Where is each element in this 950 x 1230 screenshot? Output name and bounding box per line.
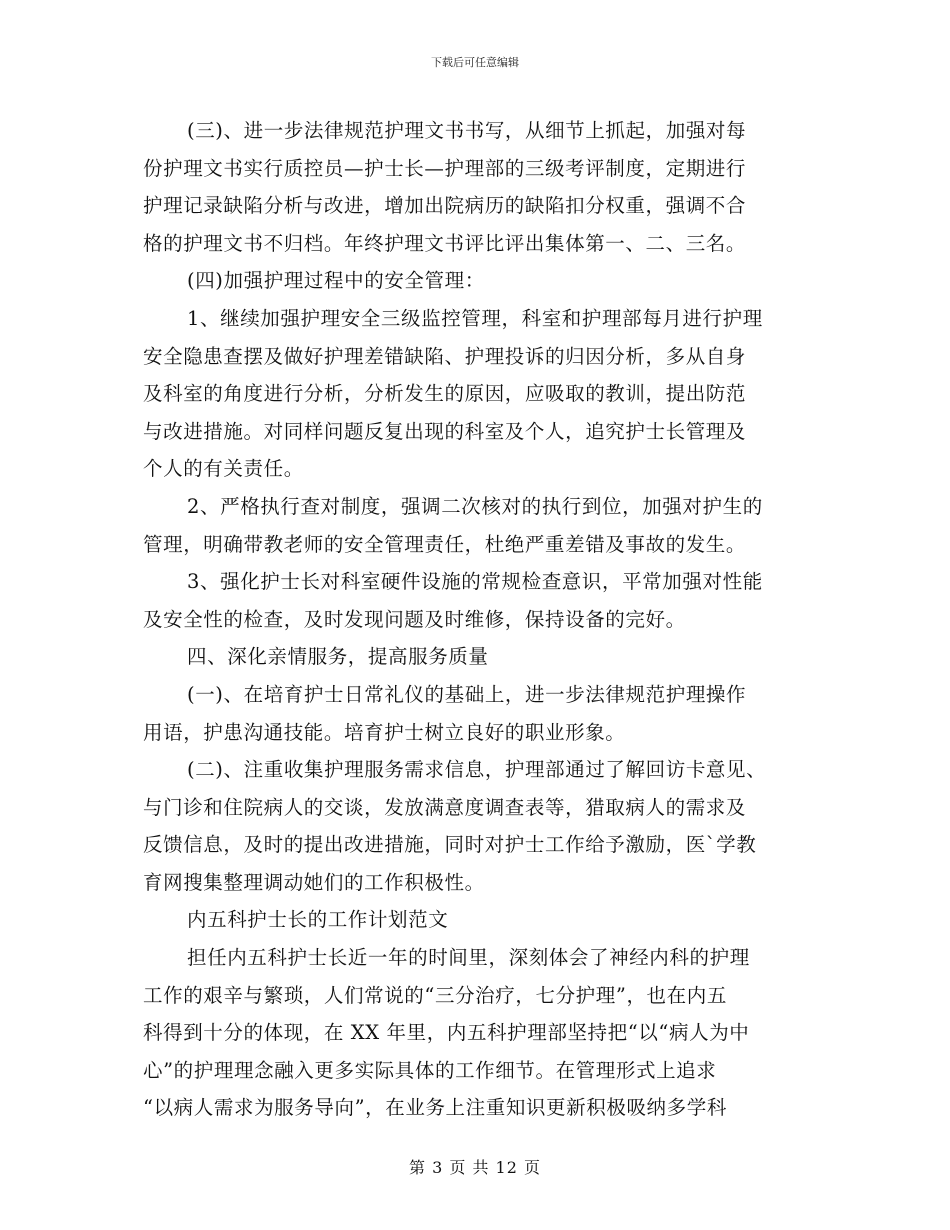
- section-title: 内五科护士长的工作计划范文: [187, 908, 449, 932]
- text-line: (二)、注重收集护理服务需求信息，护理部通过了解回访卡意见、: [187, 758, 767, 782]
- text-line: 护理记录缺陷分析与改进，增加出院病历的缺陷扣分权重，强调不合: [143, 194, 747, 218]
- text-line: 用语，护患沟通技能。培育护士树立良好的职业形象。: [143, 720, 626, 744]
- text-line: “以病人需求为服务导向”，在业务上注重知识更新积极吸纳多学科: [143, 1096, 727, 1120]
- text-line: 四、深化亲情服务，提高服务质量: [187, 645, 489, 669]
- text-line: 与门诊和住院病人的交谈，发放满意度调查表等，猎取病人的需求及: [143, 795, 747, 819]
- text-line: (四)加强护理过程中的安全管理：: [187, 269, 485, 293]
- text-line: 份护理文书实行质控员—护士长—护理部的三级考评制度，定期进行: [143, 156, 747, 180]
- text-line: 1、继续加强护理安全三级监控管理，科室和护理部每月进行护理: [187, 306, 763, 330]
- text-line: (一)、在培育护士日常礼仪的基础上，进一步法律规范护理操作: [187, 682, 747, 706]
- text-line: 安全隐患查摆及做好护理差错缺陷、护理投诉的归因分析，多从自身: [143, 344, 747, 368]
- page-number: 第 3 页 共 12 页: [409, 1158, 541, 1177]
- page-header: 下载后可任意编辑: [431, 56, 519, 69]
- text-line: 担任内五科护士长近一年的时间里，深刻体会了神经内科的护理: [187, 946, 750, 970]
- text-line: 心”的护理理念融入更多实际具体的工作细节。在管理形式上追求: [143, 1058, 717, 1082]
- text-line: 工作的艰辛与繁琐，人们常说的“三分治疗，七分护理”，也在内五: [143, 983, 727, 1007]
- text-line: 育网搜集整理调动她们的工作积极性。: [143, 870, 485, 894]
- text-line: 及科室的角度进行分析，分析发生的原因，应吸取的教训，提出防范: [143, 382, 747, 406]
- text-line: 管理，明确带教老师的安全管理责任，杜绝严重差错及事故的发生。: [143, 532, 747, 556]
- text-line: 2、严格执行查对制度，强调二次核对的执行到位，加强对护生的: [187, 494, 763, 518]
- text-line: 3、强化护士长对科室硬件设施的常规检查意识，平常加强对性能: [187, 570, 763, 594]
- text-line: 科得到十分的体现，在 XX 年里，内五科护理部坚持把“以“病人为中: [143, 1021, 750, 1045]
- text-line: 格的护理文书不归档。年终护理文书评比评出集体第一、二、三名。: [143, 231, 747, 255]
- text-line: 及安全性的检查，及时发现问题及时维修，保持设备的完好。: [143, 607, 686, 631]
- text-line: (三)、进一步法律规范护理文书书写，从细节上抓起，加强对每: [187, 119, 747, 142]
- text-line: 反馈信息，及时的提出改进措施，同时对护士工作给予激励，医`学教: [143, 833, 757, 857]
- text-line: 个人的有关责任。: [143, 457, 304, 481]
- document-body: [143, 112, 809, 1127]
- text-line: 与改进措施。对同样问题反复出现的科室及个人，追究护士长管理及: [143, 419, 747, 443]
